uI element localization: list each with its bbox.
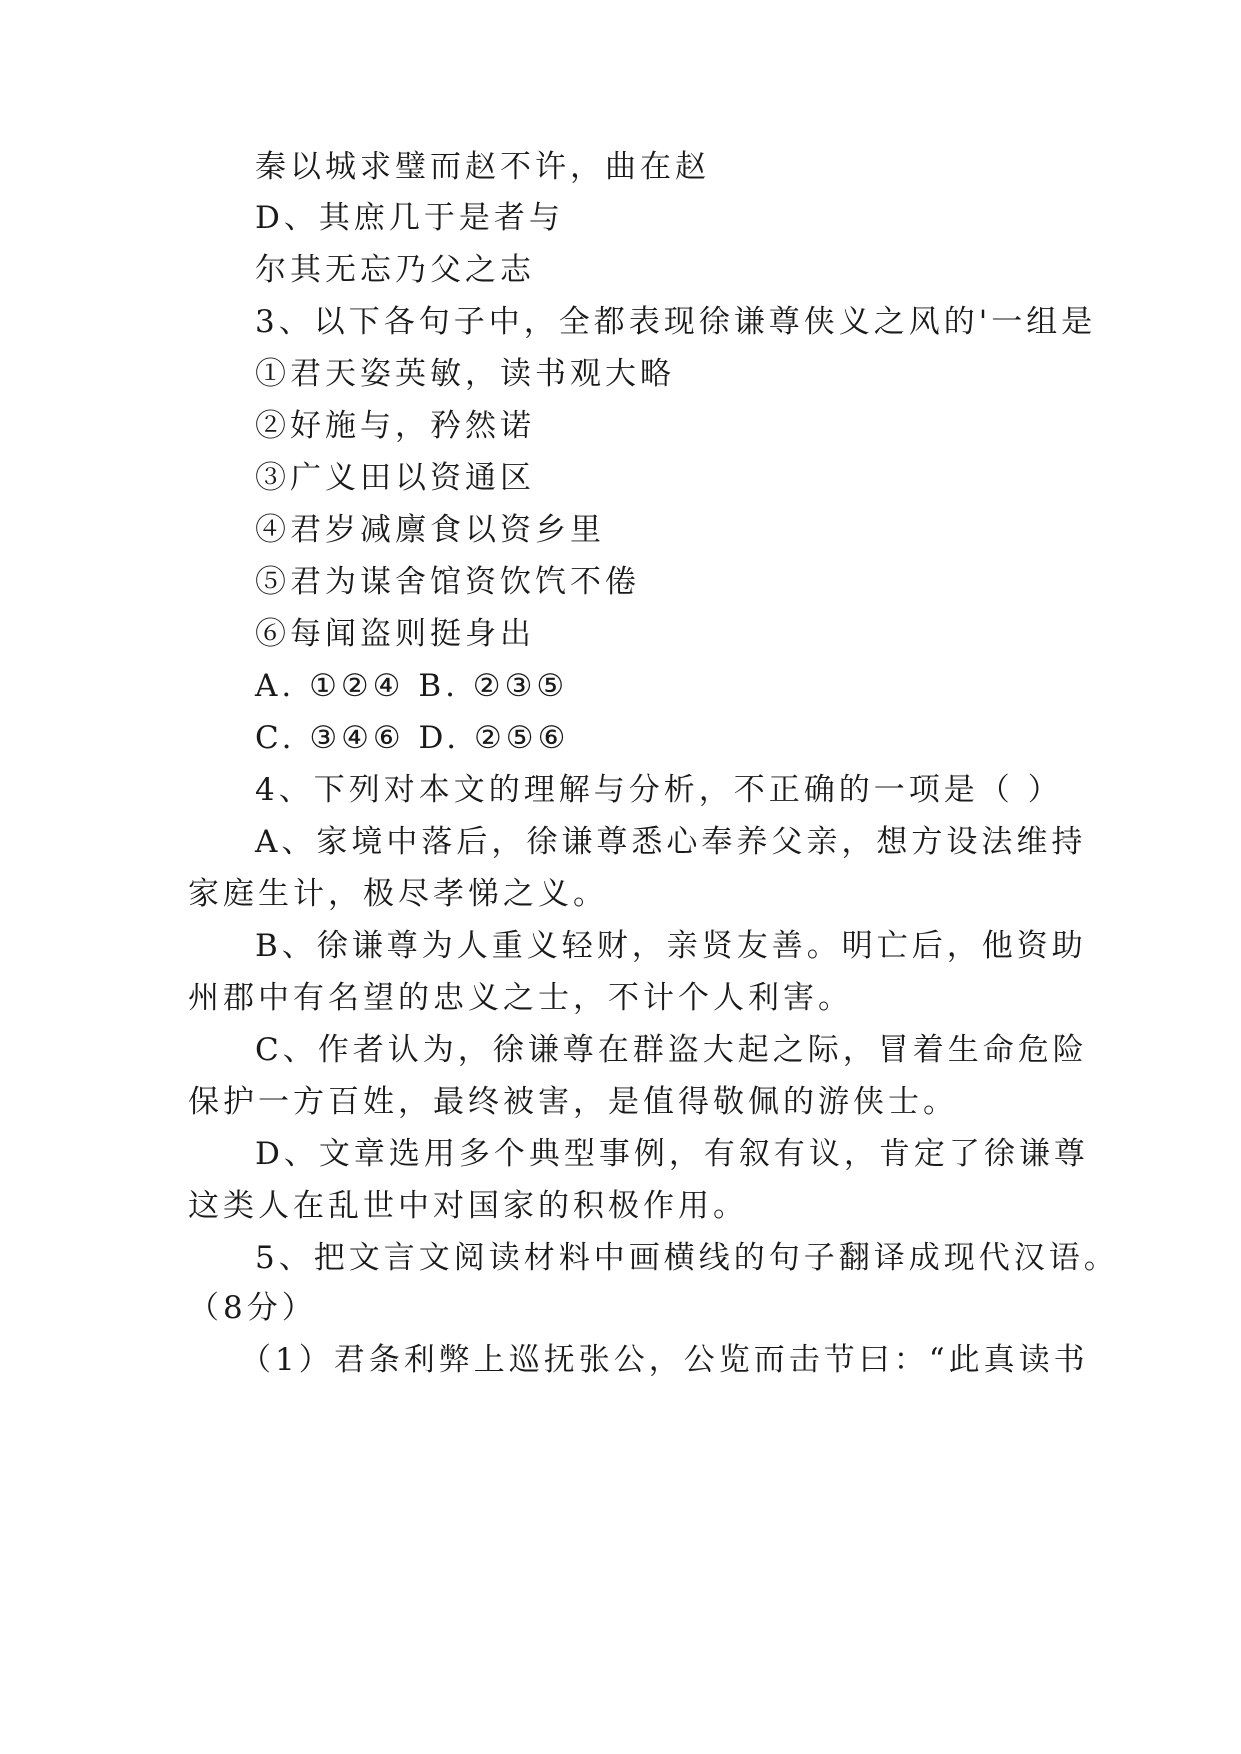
option-item: ③广义田以资通区 [255,460,535,496]
choice-b: B、徐谦尊为人重义轻财，亲贤友善。明亡后，他资助 [255,928,1087,964]
choice-d-cont: 这类人在乱世中对国家的积极作用。 [188,1188,748,1224]
choice-c: C、作者认为，徐谦尊在群盗大起之际，冒着生命危险 [255,1032,1088,1068]
text-line: 秦以城求璧而赵不许，曲在赵 [255,149,710,185]
text-line: 尔其无忘乃父之志 [255,252,535,288]
text-line: D、其庶几于是者与 [255,200,564,236]
question-4: 4、下列对本文的理解与分析，不正确的一项是（ ） [255,772,1063,808]
question-5-points: （8分） [188,1290,317,1326]
option-item: ④君岁减廪食以资乡里 [255,512,605,548]
option-item: ⑤君为谋舍馆资饮饩不倦 [255,564,640,600]
option-item: ②好施与，矜然诺 [255,408,535,444]
choice-a: A、家境中落后，徐谦尊悉心奉养父亲，想方设法维持 [255,824,1087,860]
answer-choices: C. ③④⑥ D. ②⑤⑥ [255,720,570,756]
question-5: 5、把文言文阅读材料中画横线的句子翻译成现代汉语。 [255,1240,1119,1276]
choice-c-cont: 保护一方百姓，最终被害，是值得敬佩的游侠士。 [188,1084,958,1120]
option-item: ⑥每闻盗则挺身出 [255,616,535,652]
answer-choices: A. ①②④ B. ②③⑤ [255,668,569,704]
choice-d: D、文章选用多个典型事例，有叙有议，肯定了徐谦尊 [255,1136,1089,1172]
question-5-item-1: （1）君条利弊上巡抚张公，公览而击节曰：“此真读书 [240,1342,1089,1378]
question-3: 3、以下各句子中，全都表现徐谦尊侠义之风的'一组是 [255,304,1097,340]
choice-a-cont: 家庭生计，极尽孝悌之义。 [188,876,608,912]
choice-b-cont: 州郡中有名望的忠义之士，不计个人利害。 [188,980,853,1016]
option-item: ①君天姿英敏，读书观大略 [255,356,675,392]
